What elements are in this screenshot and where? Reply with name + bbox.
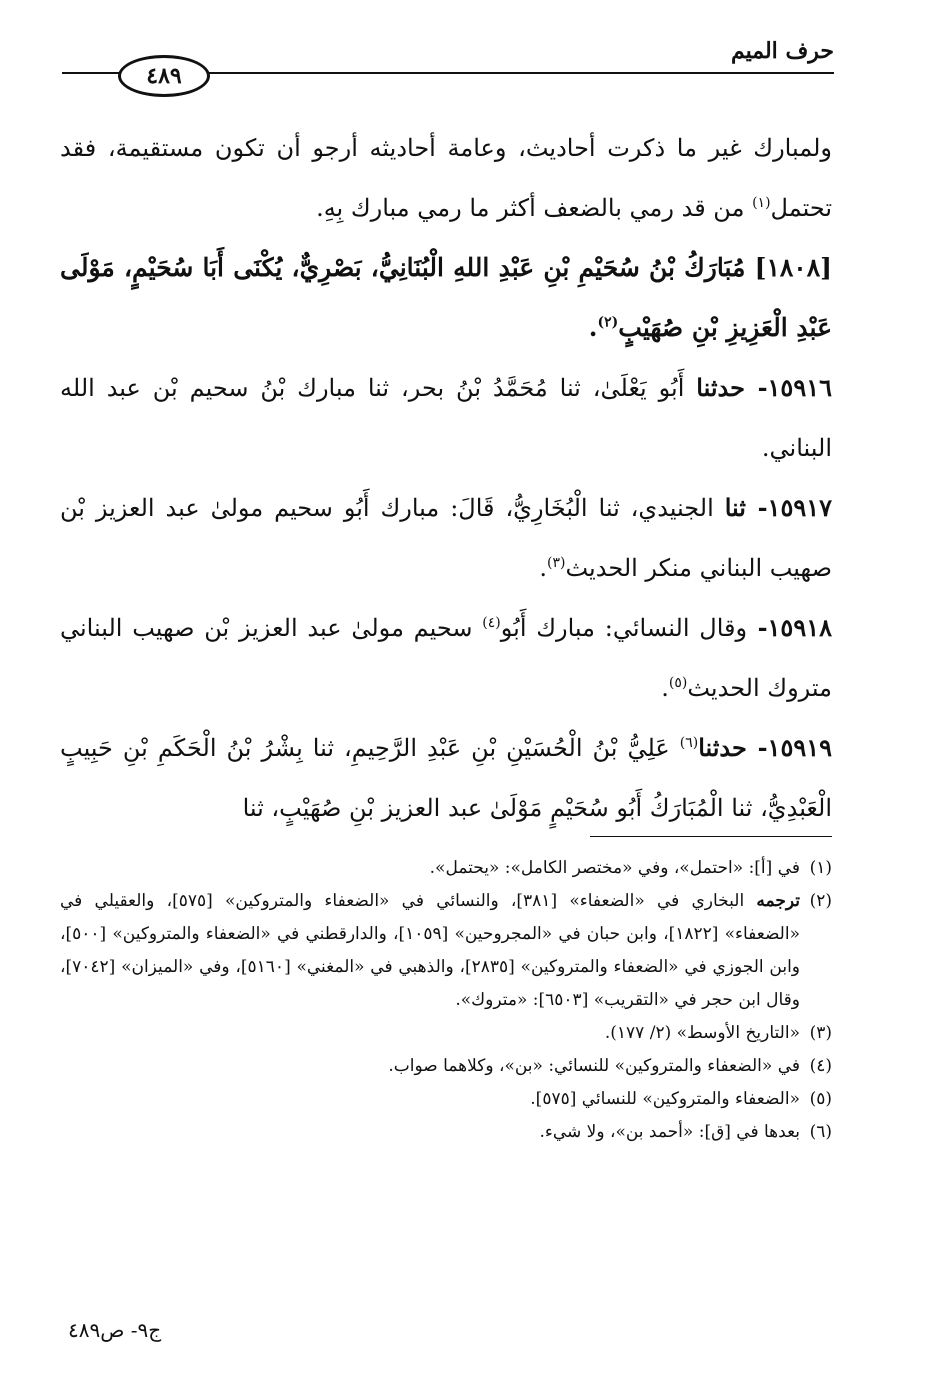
paragraph-text: ولمبارك غير ما ذكرت أحاديث، وعامة أحاديثه أرجو أن تكون مستقيمة، فقد تحتمل: [60, 134, 832, 222]
footnote-text: [60, 1083, 800, 1116]
footnote-3: [60, 1017, 832, 1050]
narration-text: .: [539, 554, 548, 582]
narration-text: .: [661, 674, 669, 702]
footnote-text: [60, 1017, 800, 1050]
main-text: [60, 118, 832, 838]
footnote-body: «الضعفاء والمتروكين» للنسائي [٥٧٥].: [530, 1089, 800, 1109]
entry-heading-text: [١٨٠٨] مُبَارَكُ بْنُ سُحَيْمِ بْنِ عَبْدِ اللهِ الْبُنَانِيُّ، بَصْرِيٌّ، يُكْنَى أَبَا سُحَيْمٍ، مَوْلَى عَبْدِ الْعَزِيزِ بْنِ صُهَيْبٍ: [60, 253, 832, 342]
footnote-body: في «الضعفاء والمتروكين» للنسائي: «بن»، وكلاهما صواب.: [388, 1056, 800, 1076]
footnote-body: البخاري في «الضعفاء» [٣٨١]، والنسائي في «الضعفاء والمتروكين» [٥٧٥]، والعقيلي في «الضعفاء» [١٨٢٢]، وابن حبان في «المجروحين» [١٠٥٩]، والدارقطني في «الضعفاء والمتروكين» [٥٠٠]، وابن الجوزي في «الضعفاء والمتروكين» [٢٨٣٥]، والذهبي في «المغني» [٥١٦٠]، وفي «الميزان» [٧٠٤٢]، وقال ابن حجر في «التقريب» [٦٥٠٣]: «متروك».: [60, 891, 801, 1010]
narration-text: أَبُو يَعْلَىٰ، ثنا مُحَمَّدُ بْنُ بحر، ثنا مبارك بْنُ سحيم بْن عبد الله البناني.: [60, 374, 832, 462]
footnote-marker: (٢): [597, 314, 619, 331]
footnote-text: [60, 1116, 800, 1149]
paragraph-intro: [60, 118, 832, 238]
footnote-text: [60, 885, 800, 1017]
narration-keyword: حدثنا: [698, 733, 747, 762]
narration-keyword: ثنا: [724, 493, 746, 522]
footnote-1: [60, 852, 832, 885]
footnote-body: «التاريخ الأوسط» (٢/ ١٧٧).: [604, 1023, 800, 1043]
narration-15916: [60, 358, 832, 478]
footnote-body: بعدها في [ق]: «أحمد بن»، ولا شيء.: [539, 1122, 800, 1142]
footnote-number: (١): [809, 858, 832, 878]
narration-number: ١٥٩١٩-: [746, 733, 832, 762]
narration-keyword: حدثنا: [696, 373, 745, 402]
footnote-6: [60, 1116, 832, 1149]
footnote-4: [60, 1050, 832, 1083]
entry-heading-text: .: [588, 313, 598, 342]
narration-15919: [60, 718, 832, 838]
footnote-marker: (٤): [482, 615, 501, 631]
footnote-number: (٦): [809, 1122, 832, 1142]
footnote-number: (٥): [809, 1089, 832, 1109]
paragraph-text: من قد رمي بالضعف أكثر ما رمي مبارك بِهِ.: [316, 194, 753, 222]
narration-15917: [60, 478, 832, 598]
footnote-5: [60, 1083, 832, 1116]
narration-text: سحيم مولىٰ عبد العزيز بْن صهيب البناني متروك الحديث: [60, 614, 832, 702]
page-number: ٤٨٩: [146, 63, 182, 89]
narration-number: ١٥٩١٧-: [745, 493, 832, 522]
narration-text: عَلِيُّ بْنُ الْحُسَيْنِ بْنِ عَبْدِ الرَّحِيمِ، ثنا بِشْرُ بْنُ الْحَكَمِ بْنِ حَبِيبٍ الْعَبْدِيُّ، ثنا الْمُبَارَكُ أَبُو سُحَيْمٍ مَوْلَىٰ عبد العزيز بْنِ صُهَيْبٍ، ثنا: [60, 734, 832, 822]
footnote-marker: (٦): [679, 735, 699, 751]
footnote-marker: (٣): [547, 555, 566, 571]
footnote-2: [60, 885, 832, 1017]
footnote-number: (٤): [809, 1056, 832, 1076]
footnote-text: [60, 1050, 800, 1083]
page-number-badge: [118, 55, 210, 97]
footnotes: [60, 852, 832, 1149]
footnote-separator: [590, 836, 832, 837]
footnote-number: (٣): [809, 1023, 832, 1043]
narration-number: ١٥٩١٦-: [744, 373, 832, 402]
entry-heading: [60, 238, 832, 358]
footnote-text: [60, 852, 800, 885]
footnote-marker: (١): [752, 195, 771, 211]
narration-15918: [60, 598, 832, 718]
narration-text: الجنيدي، ثنا الْبُخَارِيُّ، قَالَ: مبارك أَبُو سحيم مولىٰ عبد العزيز بْن صهيب البناني منكر الحديث: [60, 494, 832, 582]
volume-page-reference: ج٩- ص٤٨٩: [68, 1318, 162, 1342]
footnote-number: (٢): [809, 891, 832, 911]
footnote-marker: (٥): [668, 675, 688, 691]
narration-text: وقال النسائي: مبارك أَبُو: [500, 614, 748, 642]
narration-number: ١٥٩١٨-: [747, 613, 832, 642]
running-header-title: حرف الميم: [730, 38, 834, 64]
footnote-bold: ترجمه: [756, 891, 800, 911]
footnote-body: في [أ]: «احتمل»، وفي «مختصر الكامل»: «يحتمل».: [429, 858, 800, 878]
